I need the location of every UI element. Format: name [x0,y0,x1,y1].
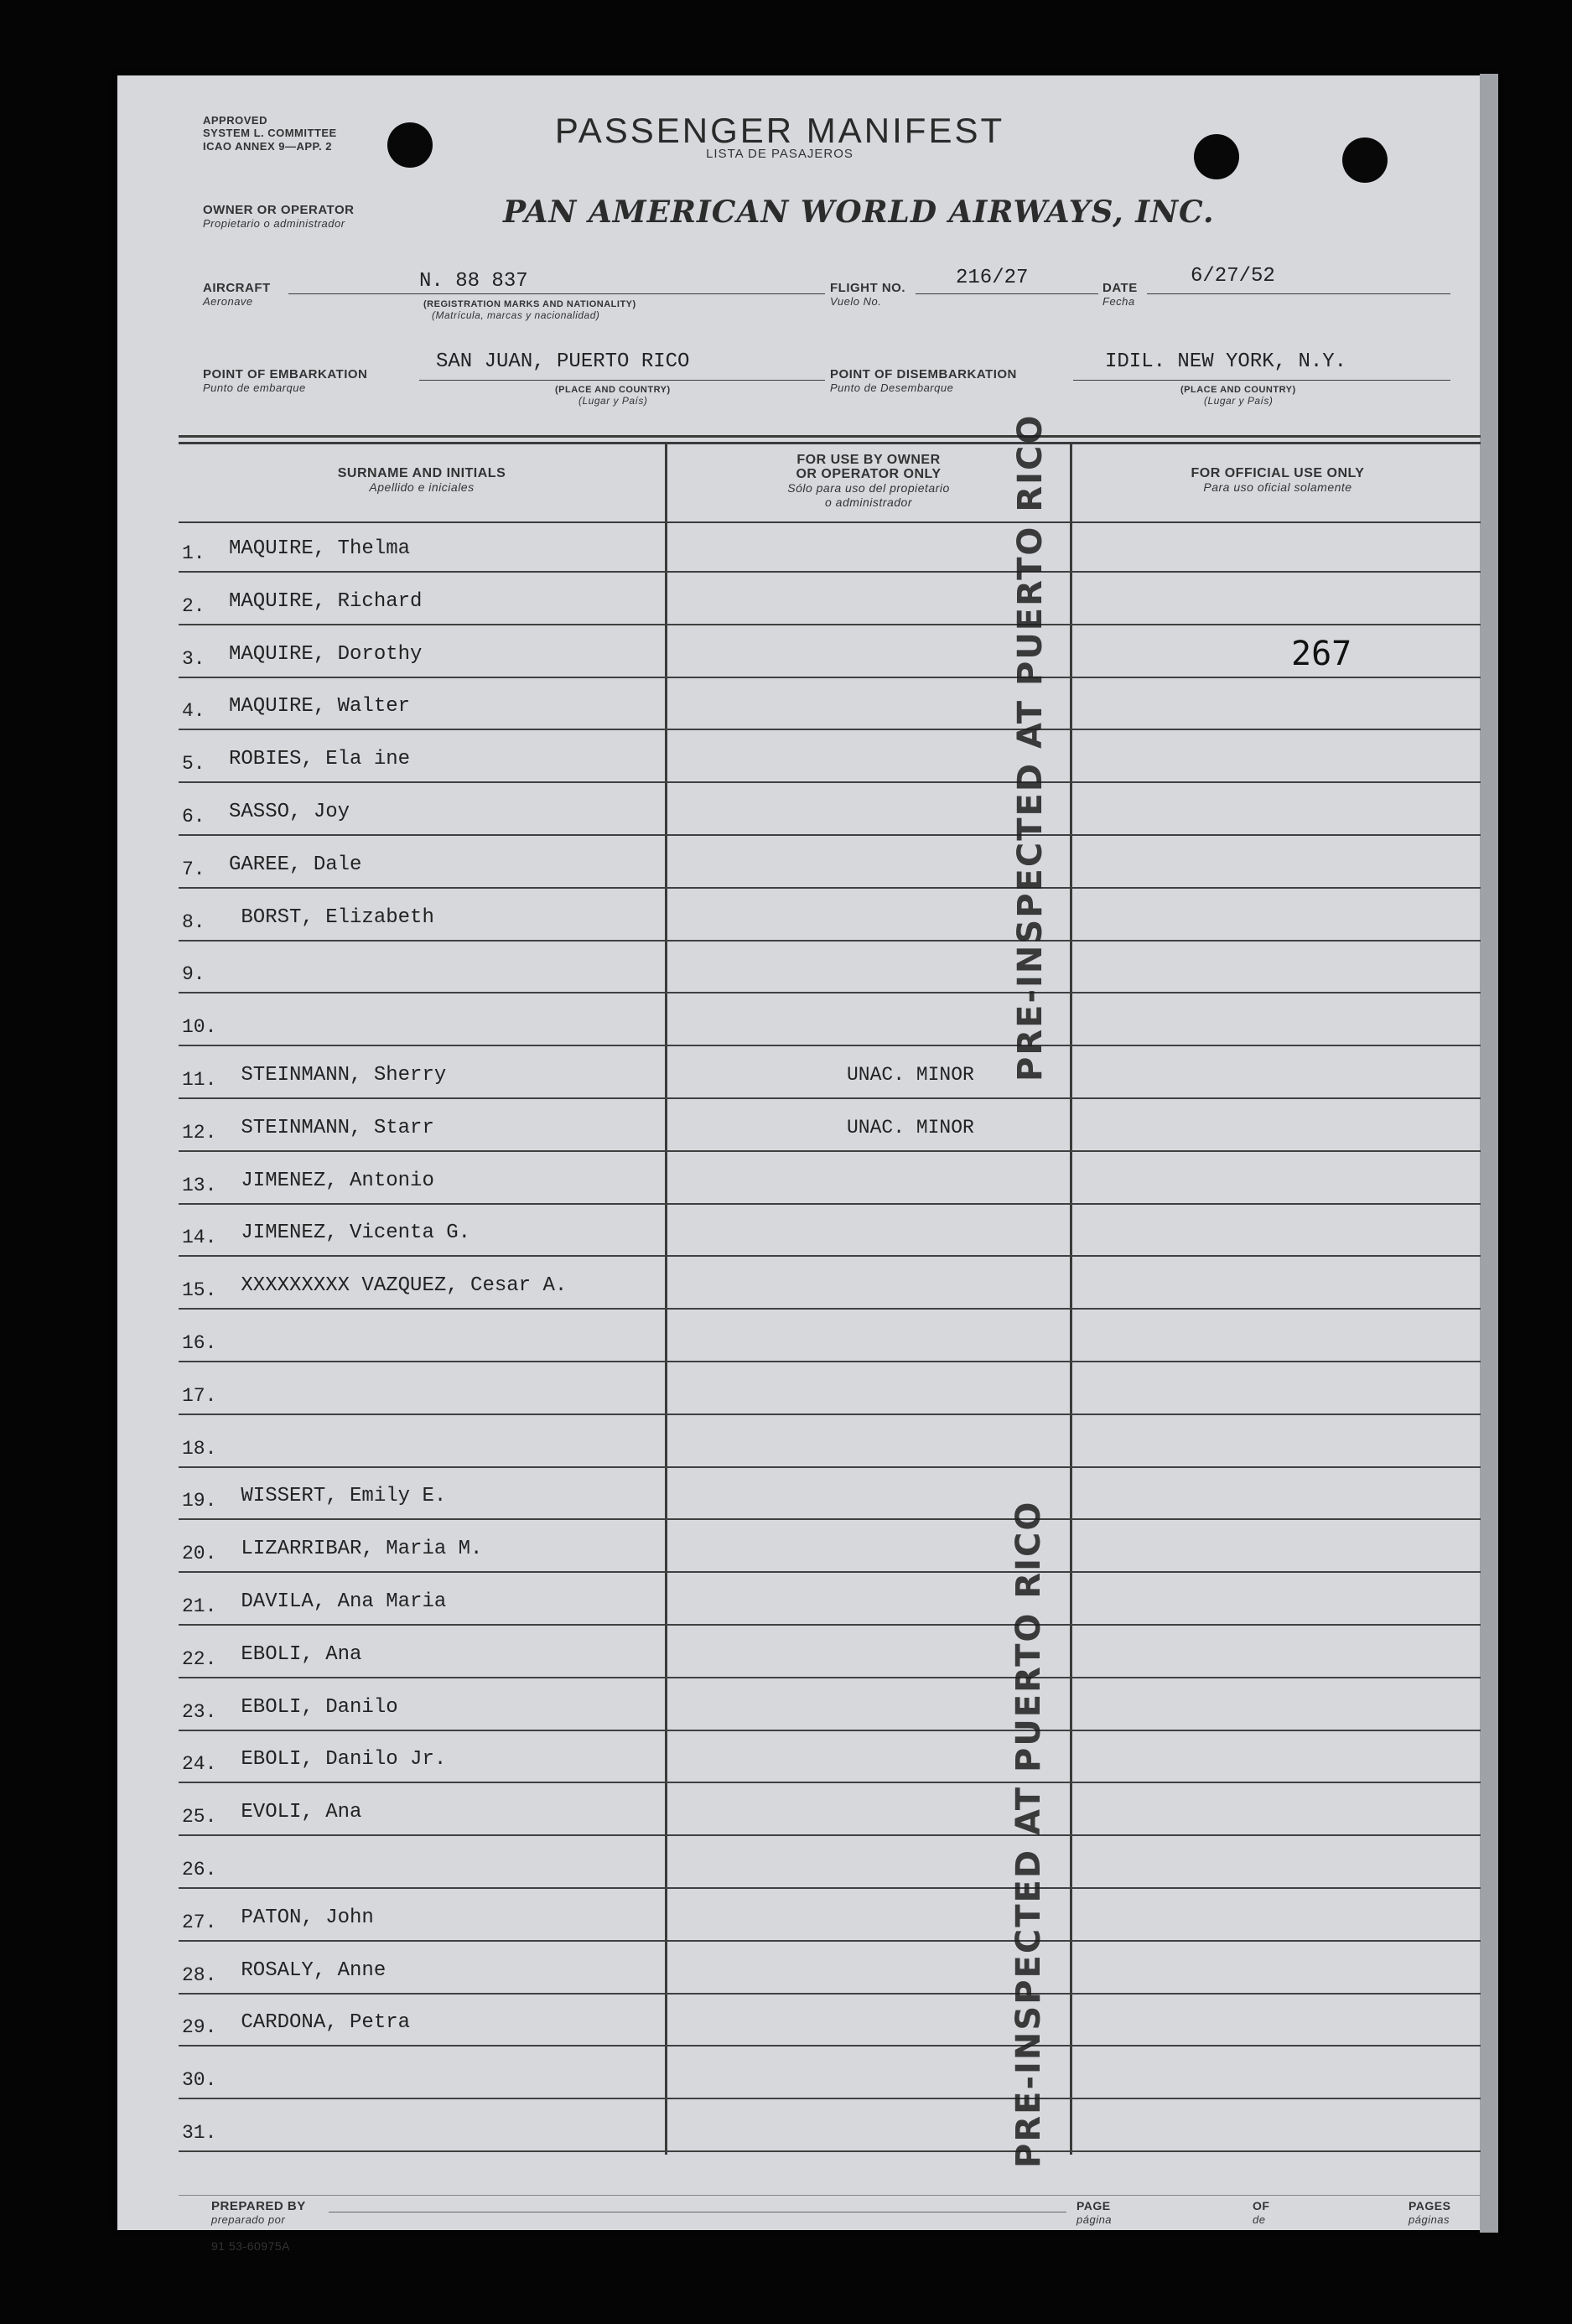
page-subtitle: LISTA DE PASAJEROS [706,147,853,161]
passenger-name: EBOLI, Danilo Jr. [229,1748,447,1772]
row-number: 12. [182,1121,217,1144]
approval-line-1: APPROVED [203,114,267,127]
row-number: 11. [182,1069,217,1091]
row-number: 24. [182,1753,217,1776]
sheet-edge [1480,74,1498,2233]
row-number: 16. [182,1332,217,1354]
table-row [179,1256,1481,1310]
row-number: 25. [182,1806,217,1829]
column-header-surname [179,466,665,495]
column-header-surname-es: Apellido e iniciales [369,480,475,494]
page-title: PASSENGER MANIFEST [554,111,1005,150]
column-header-official-es: Para uso oficial solamente [1203,480,1352,494]
table-row [179,1625,1481,1678]
table-row [179,1835,1481,1889]
date-label-es: Fecha [1102,295,1135,308]
header-rule [179,435,1481,438]
row-number: 23. [182,1700,217,1723]
aircraft-sub-es: (Matrícula, marcas y nacionalidad) [432,309,600,321]
passenger-name: WISSERT, Emily E. [229,1485,447,1508]
passenger-name: EVOLI, Ana [229,1801,362,1824]
passenger-name: GAREE, Dale [229,853,362,876]
table-row [179,888,1481,942]
row-number: 30. [182,2069,217,2092]
owner-note: UNAC. MINOR [847,1116,974,1139]
passenger-name: MAQUIRE, Walter [229,695,411,718]
flight-label-es: Vuelo No. [830,295,882,308]
passenger-name: SASSO, Joy [229,801,350,823]
passenger-name: LIZARRIBAR, Maria M. [229,1538,483,1561]
table-row [179,1309,1481,1362]
approval-line-2: SYSTEM L. COMMITTEE [203,127,337,139]
disembark-sub: (PLACE AND COUNTRY) [1180,385,1296,395]
embark-label-es: Punto de embarque [203,381,306,394]
underline [916,293,1098,294]
column-header-surname-label: SURNAME AND INITIALS [337,466,506,480]
pages-label: PAGES [1409,2199,1451,2212]
passenger-name: MAQUIRE, Thelma [229,537,411,560]
row-number: 3. [182,647,205,670]
underline [1073,380,1450,381]
inspection-stamp-upper: PRE-INSPECTED AT PUERTO RICO [1011,413,1050,1082]
table-row [179,1941,1481,1995]
punch-hole [387,122,433,168]
column-header-owner [667,453,1070,510]
page-label-es: página [1077,2213,1113,2226]
prepared-by-label-es: preparado por [211,2213,286,2226]
passenger-name: MAQUIRE, Richard [229,589,423,613]
prepared-by-label: PREPARED BY [211,2199,306,2213]
aircraft-sub: (REGISTRATION MARKS AND NATIONALITY) [423,299,636,309]
row-number: 26. [182,1859,217,1880]
inspection-stamp-lower: PRE-INSPECTED AT PUERTO RICO [1009,1500,1048,2168]
page-label: PAGE [1077,2199,1111,2212]
table-row [179,1888,1481,1942]
row-number: 28. [182,1963,217,1986]
row-number: 9. [182,963,205,986]
embark-sub-es: (Lugar y País) [578,395,648,407]
row-number: 6. [182,806,205,827]
punch-hole [1194,134,1239,179]
passenger-name: CARDONA, Petra [229,2011,411,2035]
table-row [179,782,1481,836]
table-row [179,1151,1481,1205]
operator-name: PAN AMERICAN WORLD AIRWAYS, INC. [503,195,1215,230]
table-row [179,519,1481,573]
date-value: 6/27/52 [1191,265,1275,288]
column-header-official [1072,466,1483,495]
row-number: 13. [182,1174,217,1196]
owner-label-es: Propietario o administrador [203,217,345,230]
column-header-owner-line2: OR OPERATOR ONLY [796,467,942,481]
underline [419,380,825,381]
table-row [179,1466,1481,1520]
row-number: 5. [182,753,205,776]
column-header-owner-line1: FOR USE BY OWNER [796,453,941,467]
passenger-name: EBOLI, Danilo [229,1695,398,1719]
table-row [179,1045,1481,1099]
aircraft-label-es: Aeronave [203,295,253,308]
table-row [179,2098,1481,2152]
form-code: 91 53-60975A [211,2239,290,2253]
official-number: 267 [1291,635,1352,673]
table-row [179,2046,1481,2099]
column-header-official-label: FOR OFFICIAL USE ONLY [1191,466,1365,480]
row-number: 18. [182,1437,217,1460]
owner-label: OWNER OR OPERATOR [203,203,355,217]
flight-value: 216/27 [956,267,1029,289]
underline [288,293,825,294]
embark-value: SAN JUAN, PUERTO RICO [436,350,690,373]
disembark-sub-es: (Lugar y País) [1204,395,1274,407]
disembark-label-es: Punto de Desembarque [830,381,954,394]
table-row [179,1362,1481,1415]
row-number: 1. [182,542,205,564]
table-row [179,677,1481,730]
column-header-owner-es1: Sólo para uso del propietario [787,481,950,495]
aircraft-label: AIRCRAFT [203,281,271,295]
row-number: 14. [182,1227,217,1249]
row-number: 8. [182,910,205,933]
owner-note: UNAC. MINOR [847,1064,974,1086]
table-row [179,993,1481,1046]
table-row [179,1203,1481,1257]
date-label: DATE [1102,281,1138,295]
table-row [179,1730,1481,1783]
table-row [179,1414,1481,1468]
row-number: 27. [182,1911,217,1933]
table-row [179,625,1481,678]
table-row [179,835,1481,889]
table-row [179,1098,1481,1152]
passenger-name: JIMENEZ, Vicenta G. [229,1222,471,1245]
passenger-name: PATON, John [229,1906,374,1929]
embark-sub: (PLACE AND COUNTRY) [555,385,671,395]
passenger-name: MAQUIRE, Dorothy [229,642,423,666]
punch-hole [1342,137,1388,183]
table-row [179,1782,1481,1836]
flight-label: FLIGHT NO. [830,281,905,295]
table-row [179,940,1481,993]
aircraft-value: N. 88 837 [419,270,528,293]
row-number: 2. [182,594,205,617]
table-row [179,1678,1481,1731]
table-row [179,1572,1481,1626]
row-number: 7. [182,858,205,880]
table-row [179,1519,1481,1573]
header-rule [179,442,1481,444]
row-number: 22. [182,1647,217,1670]
passenger-name: JIMENEZ, Antonio [229,1169,434,1192]
table-row [179,729,1481,783]
row-number: 4. [182,700,205,723]
column-header-owner-es2: o administrador [825,495,912,509]
passenger-name: ROBIES, Ela ine [229,748,411,771]
footer-rule [179,2195,1481,2196]
row-number: 20. [182,1543,217,1565]
passenger-name: BORST, Elizabeth [229,905,434,929]
row-number: 21. [182,1595,217,1617]
passenger-name: STEINMANN, Starr [229,1116,434,1139]
row-number: 15. [182,1279,217,1302]
embark-label: POINT OF EMBARKATION [203,367,368,381]
disembark-value: IDIL. NEW YORK, N.Y. [1105,350,1347,373]
of-label-es: de [1253,2213,1266,2226]
pages-label-es: páginas [1409,2213,1450,2226]
table-row [179,572,1481,625]
table-row [179,1993,1481,2046]
passenger-name: STEINMANN, Sherry [229,1064,447,1087]
of-label: OF [1253,2199,1270,2212]
underline [1147,293,1450,294]
row-number: 19. [182,1490,217,1512]
approval-line-3: ICAO ANNEX 9—APP. 2 [203,140,332,153]
passenger-name: XXXXXXXXX VAZQUEZ, Cesar A. [229,1274,568,1298]
row-number: 10. [182,1016,217,1039]
row-number: 29. [182,2016,217,2039]
disembark-label: POINT OF DISEMBARKATION [830,367,1017,381]
passenger-name: ROSALY, Anne [229,1958,387,1982]
row-number: 31. [182,2122,217,2144]
row-number: 17. [182,1384,217,1407]
passenger-name: EBOLI, Ana [229,1642,362,1666]
passenger-name: DAVILA, Ana Maria [229,1590,447,1613]
